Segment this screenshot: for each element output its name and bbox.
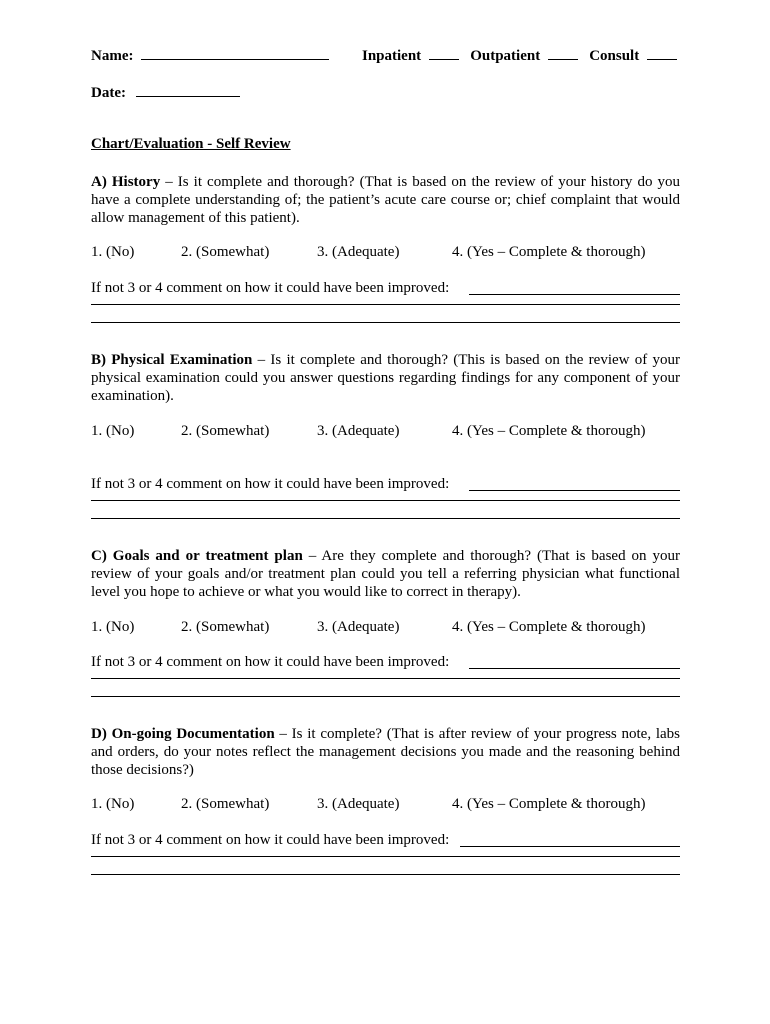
comment-line[interactable]: [91, 500, 680, 501]
comment-line[interactable]: [91, 696, 680, 697]
section-question: [91, 351, 680, 405]
comment-line[interactable]: [91, 322, 680, 323]
section-goals-treatment-plan: [91, 547, 680, 697]
rating-option-adequate[interactable]: 3. (Adequate): [317, 244, 400, 260]
consult-blank[interactable]: [647, 45, 677, 60]
section-question: [91, 173, 680, 227]
date-blank[interactable]: [136, 82, 240, 97]
comment-blank[interactable]: [469, 294, 680, 295]
rating-option-somewhat[interactable]: 2. (Somewhat): [181, 619, 270, 635]
rating-option-yes[interactable]: 4. (Yes – Complete & thorough): [452, 796, 646, 812]
comment-line[interactable]: [91, 874, 680, 875]
form-title: Chart/Evaluation - Self Review: [91, 136, 291, 152]
section-question: [91, 547, 680, 601]
consult-label: Consult: [589, 48, 640, 64]
name-blank[interactable]: [141, 45, 329, 60]
inpatient-blank[interactable]: [429, 45, 459, 60]
rating-option-yes[interactable]: 4. (Yes – Complete & thorough): [452, 619, 646, 635]
section-question: [91, 725, 680, 779]
comment-blank[interactable]: [469, 490, 680, 491]
comment-prompt: If not 3 or 4 comment on how it could have been improved:: [91, 476, 450, 492]
rating-option-no[interactable]: 1. (No): [91, 619, 135, 635]
comment-prompt: If not 3 or 4 comment on how it could have been improved:: [91, 280, 450, 296]
section-heading: C) Goals and or treatment plan: [91, 548, 303, 564]
section-heading: B) Physical Examination: [91, 352, 253, 368]
section-heading: A) History: [91, 174, 161, 190]
section-text: – Is it complete and thorough? (That is based on the review of your history do you have a complete understanding of; the patient’s acute care course or; chief complaint that would allow management of this patient).: [91, 174, 680, 226]
comment-blank[interactable]: [460, 846, 680, 847]
visit-type-group: [362, 45, 677, 65]
rating-option-yes[interactable]: 4. (Yes – Complete & thorough): [452, 244, 646, 260]
section-heading: D) On-going Documentation: [91, 726, 275, 742]
comment-row: [91, 280, 680, 300]
comment-prompt: If not 3 or 4 comment on how it could have been improved:: [91, 654, 450, 670]
rating-options: [91, 423, 680, 443]
rating-options: [91, 796, 680, 816]
rating-option-somewhat[interactable]: 2. (Somewhat): [181, 423, 270, 439]
section-history: [91, 173, 680, 323]
comment-line[interactable]: [91, 304, 680, 305]
outpatient-label: Outpatient: [470, 48, 541, 64]
outpatient-blank[interactable]: [548, 45, 578, 60]
header-row: [91, 45, 680, 67]
rating-option-somewhat[interactable]: 2. (Somewhat): [181, 796, 270, 812]
rating-options: [91, 619, 680, 639]
date-row: [91, 82, 240, 104]
comment-blank[interactable]: [469, 668, 680, 669]
rating-options: [91, 244, 680, 264]
rating-option-yes[interactable]: 4. (Yes – Complete & thorough): [452, 423, 646, 439]
comment-row: [91, 476, 680, 496]
rating-option-no[interactable]: 1. (No): [91, 244, 135, 260]
comment-prompt: If not 3 or 4 comment on how it could have been improved:: [91, 832, 450, 848]
section-physical-examination: [91, 351, 680, 519]
name-field-group: [91, 45, 329, 65]
comment-row: [91, 654, 680, 674]
rating-option-somewhat[interactable]: 2. (Somewhat): [181, 244, 270, 260]
comment-row: [91, 832, 680, 852]
section-text: – Is it complete? (That is after review of your progress note, labs and orders, do your notes reflect the management decisions you made and the reasoning behind those decisions?): [91, 726, 681, 778]
name-label: Name:: [91, 48, 134, 64]
inpatient-label: Inpatient: [362, 48, 422, 64]
comment-line[interactable]: [91, 856, 680, 857]
date-label: Date:: [91, 85, 126, 101]
section-ongoing-documentation: [91, 725, 680, 875]
rating-option-no[interactable]: 1. (No): [91, 796, 135, 812]
comment-line[interactable]: [91, 678, 680, 679]
rating-option-adequate[interactable]: 3. (Adequate): [317, 423, 400, 439]
rating-option-adequate[interactable]: 3. (Adequate): [317, 619, 400, 635]
section-text: – Is it complete and thorough? (This is based on the review of your physical examination could you answer questions regarding findings for any component of your examination).: [91, 352, 680, 404]
section-text: – Are they complete and thorough? (That is based on your review of your goals and/or treatment plan could you tell a referring physician what functional level you hope to achieve or what you would like to correct in therapy).: [91, 548, 681, 600]
rating-option-adequate[interactable]: 3. (Adequate): [317, 796, 400, 812]
comment-line[interactable]: [91, 518, 680, 519]
rating-option-no[interactable]: 1. (No): [91, 423, 135, 439]
